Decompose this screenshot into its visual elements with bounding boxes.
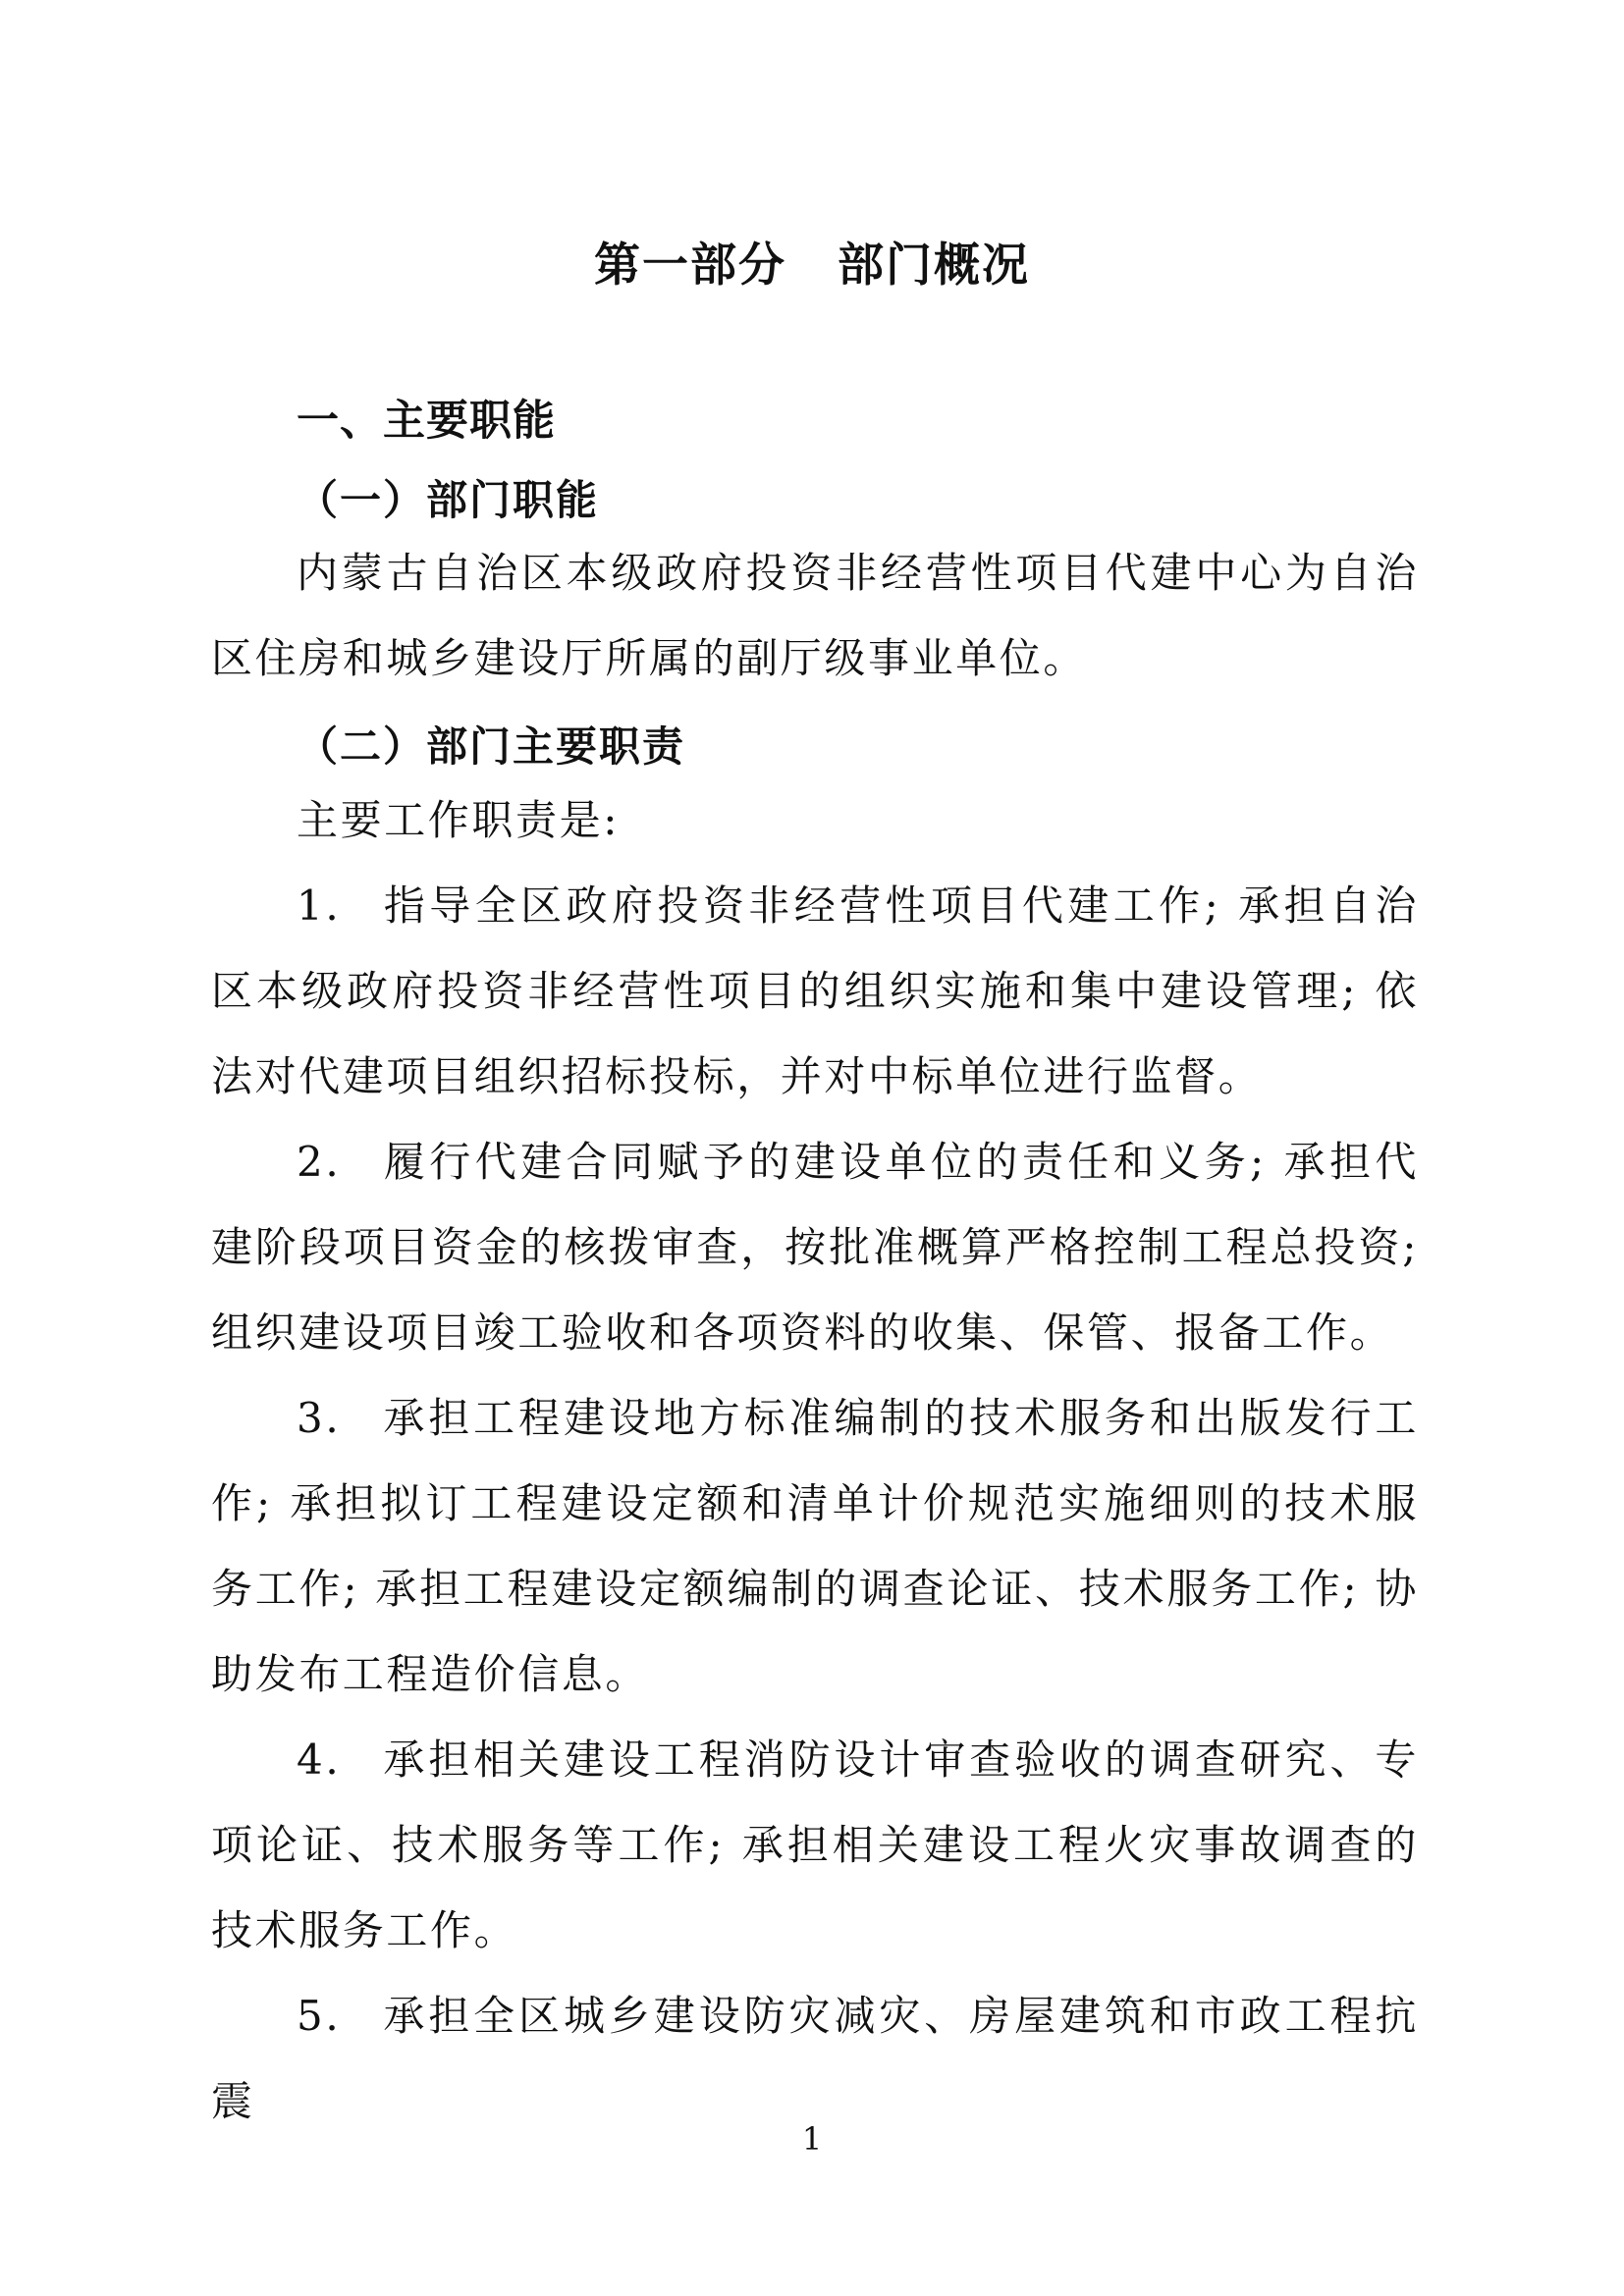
duty-number: 5. (297, 1992, 342, 2040)
title-part-one: 第一部分 (594, 239, 786, 293)
duty-number: 2. (297, 1138, 342, 1186)
duty-item-5 (211, 1973, 1419, 2144)
duty-text: 承担相关建设工程消防设计审查验收的调查研究、专项论证、技术服务等工作; 承担相关建设工程火灾事故调查的技术服务工作。 (211, 1735, 1419, 1954)
duty-text: 履行代建合同赋予的建设单位的责任和义务; 承担代建阶段项目资金的核拨审查，按批准概算严格控制工程总投资; 组织建设项目竣工验收和各项资料的收集、保管、报备工作。 (211, 1138, 1419, 1357)
subsection-heading-functions: （一）部门职能 (297, 476, 600, 524)
duty-number: 3. (297, 1394, 342, 1442)
duty-text: 承担全区城乡建设防灾减灾、房屋建筑和市政工程抗震 (211, 1992, 1419, 2125)
duty-text: 指导全区政府投资非经营性项目代建工作; 承担自治区本级政府投资非经营性项目的组织实施和集中建设管理; 依法对代建项目组织招标投标，并对中标单位进行监督。 (211, 881, 1419, 1100)
page-number: 1 (801, 2120, 823, 2158)
functions-paragraph: 内蒙古自治区本级政府投资非经营性项目代建中心为自治区住房和城乡建设厅所属的副厅级事业单位。 (211, 549, 1419, 682)
duty-number: 1. (297, 881, 342, 930)
duties-intro: 主要工作职责是: (297, 796, 620, 844)
duty-item-2 (211, 1119, 1419, 1375)
duty-item-4 (211, 1717, 1419, 1973)
section-heading: 一、主要职能 (297, 397, 556, 446)
page-title (0, 229, 1624, 294)
duty-item-1 (211, 863, 1419, 1119)
duty-text: 承担工程建设地方标准编制的技术服务和出版发行工作; 承担拟订工程建设定额和清单计价规范实施细则的技术服务工作; 承担工程建设定额编制的调查论证、技术服务工作; 协助发布工程造价信息。 (211, 1394, 1419, 1698)
duty-item-3 (211, 1375, 1419, 1717)
title-part-two: 部门概况 (838, 239, 1030, 293)
duty-number: 4. (297, 1735, 342, 1784)
subsection-heading-duties: （二）部门主要职责 (297, 722, 686, 771)
